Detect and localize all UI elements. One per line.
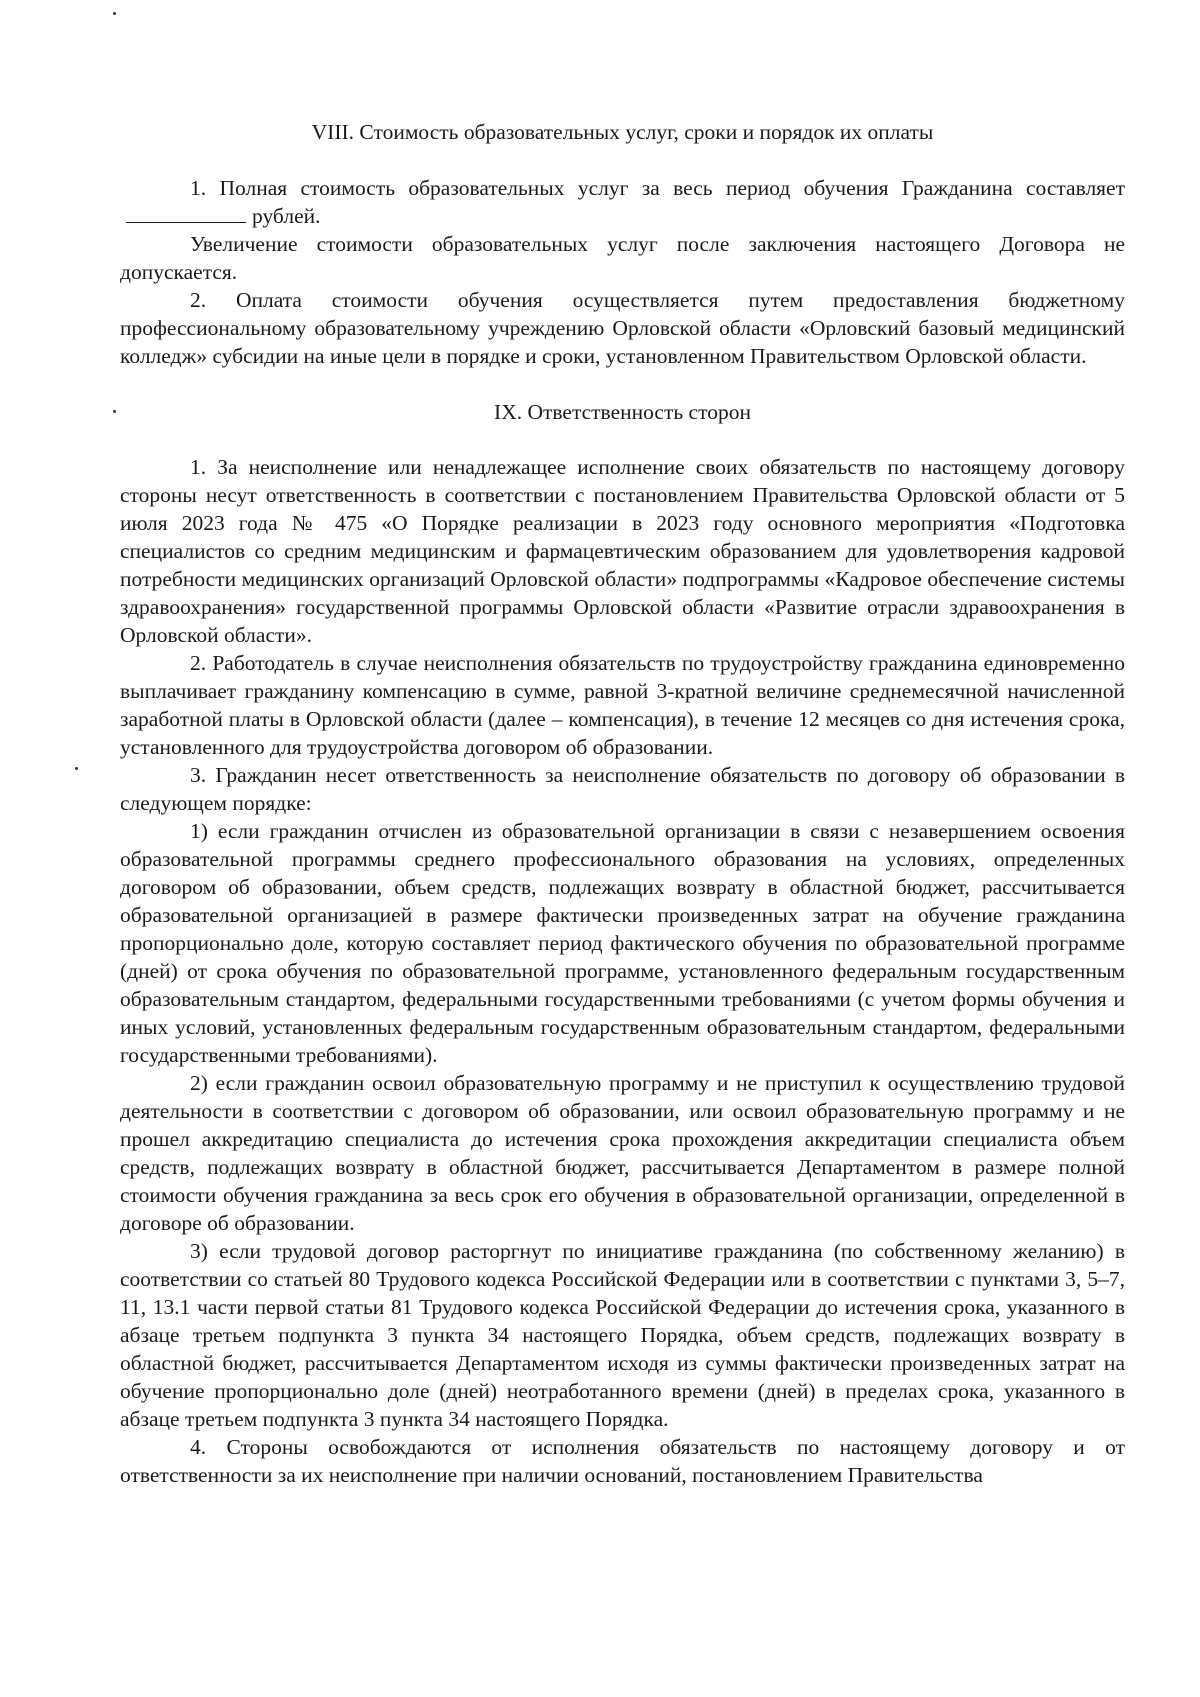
- paragraph-9-3: 3. Гражданин несет ответственность за неисполнение обязательств по договору об образовании в следующем порядке:: [120, 763, 1125, 815]
- paragraph-8-1b: Увеличение стоимости образовательных услуг после заключения настоящего Договора не допускается.: [120, 232, 1125, 284]
- paragraph-9-3-3: 3) если трудовой договор расторгнут по инициативе гражданина (по собственному желанию) в соответствии со статьей 80 Трудового кодекса Российской Федерации или в соответствии с пунктами 3, 5–7, 11, 13.1 части первой статьи 81 Трудового кодекса Российской Федерации до истечения срока, указанного в абзаце третьем подпункта 3 пункта 34 настоящего Порядка, объем средств, подлежащих возврату в областной бюджет, рассчитывается Департаментом исходя из суммы фактически произведенных затрат на обучение пропорционально доле (дней) неотработанного времени (дней) в пределах срока, указанного в абзаце третьем подпункта 3 пункта 34 настоящего Порядка.: [120, 1239, 1125, 1431]
- scan-speck: [113, 12, 116, 15]
- paragraph-9-1: 1. За неисполнение или ненадлежащее исполнение своих обязательств по настоящему договору стороны несут ответственность в соответствии с постановлением Правительства Орловской области от 5 июля 2023 года № 475 «О Порядке реализации в 2023 году основного мероприятия «Подготовка специалистов со средним медицинским и фармацевтическим образованием для удовлетворения кадровой потребности медицинских организаций Орловской области» подпрограммы «Кадровое обеспечение системы здравоохранения» государственной программы Орловской области «Развитие отрасли здравоохранения в Орловской области».: [120, 455, 1125, 647]
- paragraph-9-3-2: 2) если гражданин освоил образовательную программу и не приступил к осуществлению трудовой деятельности в соответствии с договором об образовании, или освоил образовательную программу и не прошел аккредитацию специалиста до истечения срока прохождения аккредитации специалиста объем средств, подлежащих возврату в областной бюджет, рассчитывается Департаментом в размере полной стоимости обучения гражданина за весь срок его обучения в образовательной организации, определенной в договоре об образовании.: [120, 1071, 1125, 1235]
- amount-blank-field: [126, 204, 246, 223]
- section-9-title: IX. Ответственность сторон: [494, 400, 751, 424]
- scan-speck: [113, 410, 116, 413]
- section-8-title: VIII. Стоимость образовательных услуг, сроки и порядок их оплаты: [311, 120, 934, 144]
- paragraph-9-4: 4. Стороны освобождаются от исполнения обязательств по настоящему договору и от ответственности за их неисполнение при наличии оснований, постановлением Правительства: [120, 1435, 1125, 1487]
- document-page: [120, 118, 1125, 1489]
- paragraph-8-1-text: 1. Полная стоимость образовательных услуг за весь период обучения Гражданина составляет: [190, 176, 1125, 200]
- scan-speck: [75, 767, 78, 770]
- paragraph-9-3-1: 1) если гражданин отчислен из образовательной организации в связи с незавершением освоения образовательной программы среднего профессионального образования на условиях, определенных договором об образовании, объем средств, подлежащих возврату в областной бюджет, рассчитывается образовательной организацией в размере фактически произведенных затрат на обучение гражданина пропорционально доле, которую составляет период фактического обучения по образовательной программе (дней) от срока обучения по образовательной программе, установленного федеральным государственным образовательным стандартом, федеральными государственными требованиями (с учетом формы обучения и иных условий, установленных федеральным государственным образовательным стандартом, федеральными государственными требованиями).: [120, 819, 1125, 1067]
- paragraph-9-2: 2. Работодатель в случае неисполнения обязательств по трудоустройству гражданина единовременно выплачивает гражданину компенсацию в сумме, равной 3-кратной величине среднемесячной начисленной заработной платы в Орловской области (далее – компенсация), в течение 12 месяцев со дня истечения срока, установленного для трудоустройства договором об образовании.: [120, 651, 1125, 759]
- paragraph-8-1-currency: рублей.: [252, 204, 321, 228]
- paragraph-8-1: [120, 174, 1125, 230]
- paragraph-8-2: 2. Оплата стоимости обучения осуществляется путем предоставления бюджетному профессиональному образовательному учреждению Орловской области «Орловский базовый медицинский колледж» субсидии на иные цели в порядке и сроки, установленном Правительством Орловской области.: [120, 288, 1125, 368]
